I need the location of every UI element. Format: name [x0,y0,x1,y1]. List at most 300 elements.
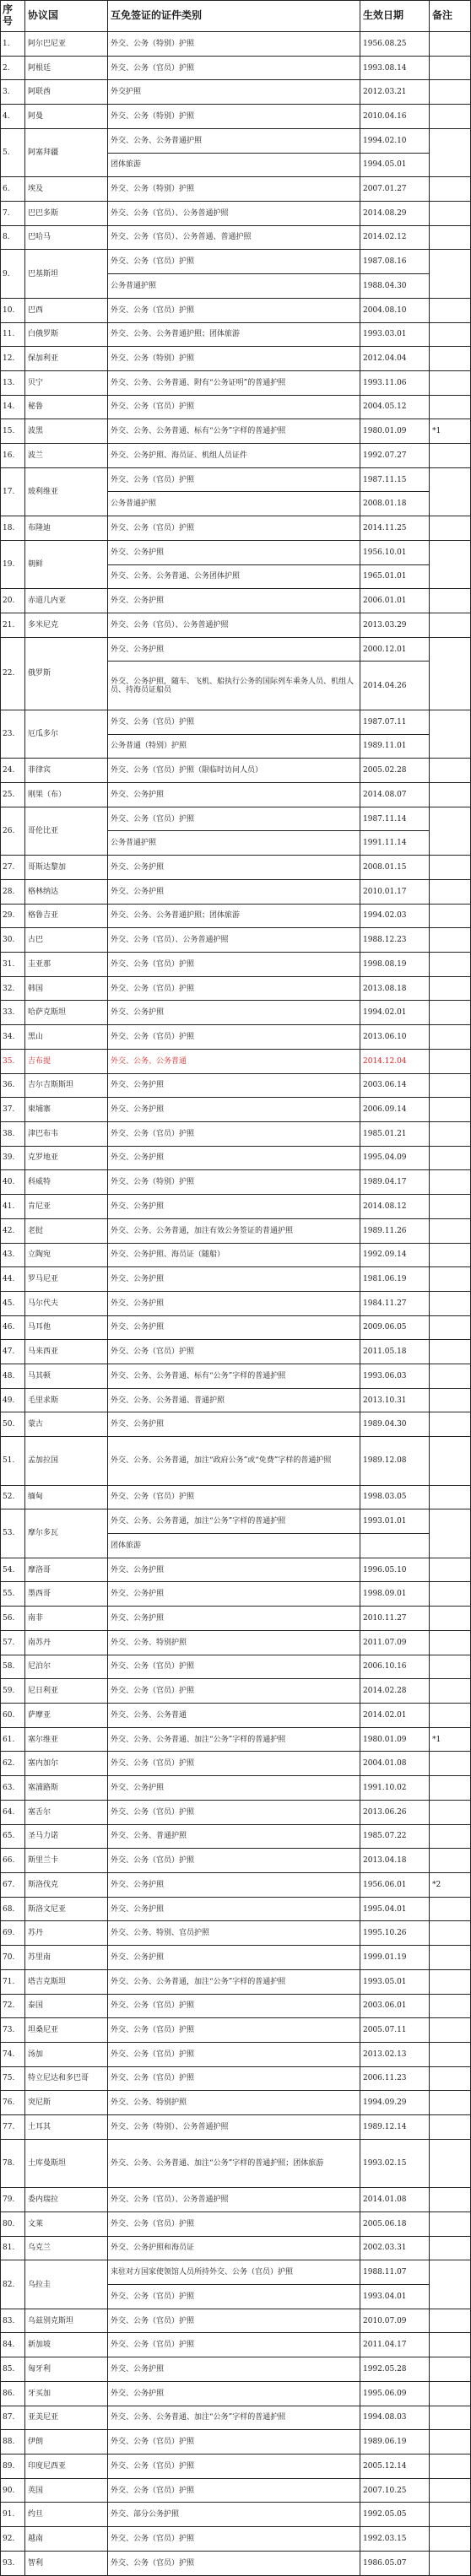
row-index: 66. [0,1849,25,1873]
row-note [430,1050,471,1074]
row-country: 越南 [25,2527,108,2552]
row-effective-date: 1987.07.11 [360,710,430,735]
row-index: 17. [0,468,25,516]
row-country: 吉尔吉斯斯坦 [25,1074,108,1099]
row-index: 72. [0,1995,25,2019]
row-index: 14. [0,396,25,420]
row-effective-date: 2014.08.29 [360,202,430,226]
row-document-types: 外交、公务（官员）护照 [108,299,360,323]
row-country: 韩国 [25,977,108,1002]
row-effective-date: 2014.04.26 [360,662,430,710]
row-document-types: 外交、公务护照 [108,1195,360,1219]
row-index: 47. [0,1340,25,1364]
row-effective-date: 1989.12.14 [360,2115,430,2140]
row-effective-date: 1956.08.25 [360,32,430,57]
row-document-types: 外交、公务（特别）护照 [108,1170,360,1195]
row-note [430,226,471,251]
row-document-types: 外交、公务（特别）、公务普通护照 [108,2115,360,2140]
row-document-types: 外交、公务护照 [108,1412,360,1437]
row-note [430,2382,471,2406]
row-country: 阿曼 [25,105,108,129]
row-effective-date: 1999.01.19 [360,1946,430,1970]
row-effective-date: 1993.11.06 [360,371,430,396]
row-country: 贝宁 [25,371,108,396]
row-index: 42. [0,1219,25,1244]
row-country: 英国 [25,2479,108,2503]
row-country: 巴巴多斯 [25,202,108,226]
row-effective-date: 1994.05.01 [360,154,430,178]
row-document-types: 团体旅游 [108,154,360,178]
row-effective-date: 2013.04.18 [360,1849,430,1873]
row-effective-date: 2009.06.05 [360,1316,430,1341]
row-index: 70. [0,1946,25,1970]
row-note [430,1292,471,1316]
row-document-types: 外交、公务（官员）护照 [108,2043,360,2067]
row-document-types: 外交、公务、公务普通 [108,1050,360,1074]
row-note [430,347,471,371]
row-country: 吉布提 [25,1050,108,1074]
row-document-types: 外交、公务（官员）、公务普通护照 [108,928,360,953]
row-document-types: 外交、公务（官员）护照 [108,2309,360,2334]
row-document-types: 来驻对方国家使领馆人员所持外交、公务（官员）护照 [108,2260,360,2285]
row-note [430,1776,471,1801]
row-note [430,1316,471,1341]
row-document-types: 外交、公务（官员）护照 [108,1655,360,1680]
row-document-types: 外交、公务（官员）护照 [108,1025,360,1050]
row-note [430,977,471,1002]
row-country: 斯洛伐克 [25,1873,108,1898]
row-document-types: 外交、公务护照 [108,1267,360,1292]
row-note [430,2430,471,2454]
row-note [430,541,471,589]
row-index: 74. [0,2043,25,2067]
row-country: 玻利维亚 [25,468,108,516]
row-index: 3. [0,80,25,105]
row-index: 83. [0,2309,25,2334]
row-effective-date: 1987.11.14 [360,807,430,832]
row-document-types: 外交、公务、公务普通，加注“公务”字样的普通护照 [108,1970,360,1995]
row-effective-date: 2013.02.13 [360,2043,430,2067]
row-effective-date: 2006.09.14 [360,1098,430,1122]
row-document-types: 外交、公务（官员）护照 [108,1995,360,2019]
row-country: 巴基斯坦 [25,250,108,298]
row-country: 格林纳达 [25,880,108,905]
row-document-types: 外交、公务（特别）护照 [108,177,360,202]
row-document-types: 外交、公务（官员）护照 [108,710,360,735]
row-note [430,57,471,81]
row-note [430,2357,471,2382]
row-effective-date: 1994.08.03 [360,2406,430,2431]
row-note [430,177,471,202]
row-effective-date: 2013.10.31 [360,1389,430,1413]
row-country: 古巴 [25,928,108,953]
row-country: 乌克兰 [25,2237,108,2261]
header-note: 备注 [430,0,471,32]
row-country: 坦桑尼亚 [25,2018,108,2043]
row-index: 81. [0,2237,25,2261]
row-country: 约旦 [25,2503,108,2527]
row-document-types: 外交、公务护照 [108,1946,360,1970]
row-index: 92. [0,2527,25,2552]
row-note [430,1825,471,1850]
row-document-types: 外交、公务（官员）护照 [108,2333,360,2357]
row-note [430,2067,471,2092]
row-effective-date: 1989.06.19 [360,2430,430,2454]
row-country: 马耳他 [25,1316,108,1341]
row-note [430,2503,471,2527]
row-effective-date: 1989.04.17 [360,1170,430,1195]
row-effective-date: 2005.12.14 [360,2454,430,2479]
row-note [430,396,471,420]
row-effective-date: 2003.06.01 [360,1995,430,2019]
row-note: *1 [430,419,471,444]
row-effective-date: 2010.07.09 [360,2309,430,2334]
row-effective-date: 2005.06.18 [360,2212,430,2237]
row-country: 哥斯达黎加 [25,856,108,880]
row-country: 老挝 [25,1219,108,1244]
row-document-types: 外交、公务（官员）护照 [108,2067,360,2092]
row-country: 匈牙利 [25,2357,108,2382]
row-effective-date: 2014.08.07 [360,783,430,807]
row-effective-date: 1993.06.03 [360,1364,430,1389]
row-document-types: 外交、公务护照，随车、飞机、船执行公务的国际列车乘务人员、机组人员、持海员证船员 [108,662,360,710]
row-index: 93. [0,2552,25,2576]
row-country: 科威特 [25,1170,108,1195]
row-document-types: 外交、公务护照 [108,2382,360,2406]
row-country: 萨摩亚 [25,1704,108,1728]
row-index: 63. [0,1776,25,1801]
row-note [430,1970,471,1995]
row-document-types: 外交、公务、特别护照 [108,1631,360,1655]
row-document-types: 外交、公务护照 [108,1558,360,1583]
row-country: 波兰 [25,444,108,468]
row-country: 肯尼亚 [25,1195,108,1219]
row-index: 9. [0,250,25,298]
row-index: 37. [0,1098,25,1122]
row-effective-date: 2006.10.16 [360,1655,430,1680]
row-note [430,2527,471,2552]
row-effective-date: 1994.02.03 [360,905,430,929]
row-index: 88. [0,2430,25,2454]
row-index: 15. [0,419,25,444]
row-document-types: 外交、公务护照 [108,1776,360,1801]
row-index: 43. [0,1244,25,1268]
row-index: 34. [0,1025,25,1050]
row-document-types: 外交、公务（官员）护照 [108,2430,360,2454]
row-effective-date: 1989.04.30 [360,1412,430,1437]
row-index: 89. [0,2454,25,2479]
row-effective-date: 1988.04.30 [360,274,430,299]
row-document-types: 外交、公务护照 [108,880,360,905]
row-document-types: 外交、公务、公务普通、加注“公务”字样的普通护照 [108,2406,360,2431]
row-document-types: 外交、公务、公务普通，加注有效公务签证的普通护照 [108,1219,360,1244]
row-document-types: 外交、公务、公务普通，加注“公务”字样的普通护照 [108,1509,360,1534]
row-index: 48. [0,1364,25,1389]
row-document-types: 外交、公务（官员）护照 [108,2285,360,2309]
row-country: 阿塞拜疆 [25,129,108,177]
row-index: 18. [0,516,25,541]
row-document-types: 外交、公务、公务普通、加注“公务”字样的普通护照 [108,1728,360,1752]
row-index: 29. [0,905,25,929]
row-index: 55. [0,1582,25,1607]
row-country: 圣马力诺 [25,1825,108,1850]
row-index: 51. [0,1437,25,1485]
row-index: 79. [0,2188,25,2212]
row-index: 50. [0,1412,25,1437]
row-note [430,1147,471,1171]
row-country: 埃及 [25,177,108,202]
row-country: 马来西亚 [25,1340,108,1364]
row-index: 53. [0,1509,25,1558]
row-country: 阿根廷 [25,57,108,81]
row-note [430,1025,471,1050]
row-note [430,2212,471,2237]
row-effective-date: 2014.11.25 [360,516,430,541]
row-note [430,710,471,759]
row-note [430,468,471,516]
row-note [430,2237,471,2261]
row-index: 46. [0,1316,25,1341]
row-note [430,1946,471,1970]
row-effective-date: 2004.08.10 [360,299,430,323]
row-effective-date: 2007.01.27 [360,177,430,202]
row-note [430,1389,471,1413]
row-note [430,1170,471,1195]
row-document-types: 外交、公务、特别、官员护照 [108,1921,360,1946]
row-document-types: 外交、公务（官员）护照 [108,1801,360,1825]
row-effective-date: 1985.01.21 [360,1122,430,1147]
row-index: 45. [0,1292,25,1316]
row-country: 马其顿 [25,1364,108,1389]
row-index: 65. [0,1825,25,1850]
row-effective-date: 2002.03.31 [360,2237,430,2261]
row-effective-date: 2010.11.27 [360,1607,430,1631]
row-note [430,1244,471,1268]
row-country: 塞尔维亚 [25,1728,108,1752]
row-index: 36. [0,1074,25,1099]
row-document-types: 外交、公务、公务普通护照；团体旅游 [108,323,360,348]
row-document-types: 外交、公务（官员）、公务普通护照 [108,2188,360,2212]
row-effective-date: 2014.02.12 [360,226,430,251]
row-document-types: 外交、公务（官员）护照 [108,807,360,832]
row-note [430,856,471,880]
row-index: 16. [0,444,25,468]
row-country: 文莱 [25,2212,108,2237]
row-country: 阿尔巴尼亚 [25,32,108,57]
row-country: 特立尼达和多巴哥 [25,2067,108,2092]
row-country: 蒙古 [25,1412,108,1437]
row-document-types: 外交、公务（官员）护照 [108,1849,360,1873]
row-country: 汤加 [25,2043,108,2067]
row-document-types: 外交、公务（特别）护照 [108,347,360,371]
row-country: 泰国 [25,1995,108,2019]
row-country: 孟加拉国 [25,1437,108,1485]
row-country: 苏丹 [25,1921,108,1946]
row-note [430,105,471,129]
row-effective-date: 2013.06.26 [360,1801,430,1825]
row-note [430,1437,471,1485]
row-country: 罗马尼亚 [25,1267,108,1292]
row-note [430,613,471,638]
row-effective-date: 1992.07.27 [360,444,430,468]
row-document-types: 外交、公务护照、海员证（随船） [108,1244,360,1268]
row-country: 布隆迪 [25,516,108,541]
row-index: 21. [0,613,25,638]
row-index: 52. [0,1486,25,1510]
row-note [430,1074,471,1099]
row-country: 俄罗斯 [25,638,108,710]
row-document-types: 外交、公务（官员）护照（限临时访问人员） [108,759,360,783]
row-document-types: 外交、公务（官员）护照 [108,1340,360,1364]
row-effective-date: 1981.06.19 [360,1267,430,1292]
row-country: 马尔代夫 [25,1292,108,1316]
row-country: 巴哈马 [25,226,108,251]
row-index: 30. [0,928,25,953]
row-effective-date: 2005.07.11 [360,2018,430,2043]
row-document-types: 外交、公务（官员）护照 [108,57,360,81]
row-country: 委内瑞拉 [25,2188,108,2212]
row-effective-date: 1993.08.14 [360,57,430,81]
row-country: 毛里求斯 [25,1389,108,1413]
row-country: 塞舌尔 [25,1801,108,1825]
row-note [430,1921,471,1946]
row-effective-date: 2011.07.09 [360,1631,430,1655]
row-country: 多米尼克 [25,613,108,638]
row-effective-date: 1995.04.01 [360,1898,430,1922]
row-country: 塞浦路斯 [25,1776,108,1801]
header-docs: 互免签证的证件类别 [108,0,360,32]
row-effective-date: 2011.05.18 [360,1340,430,1364]
row-index: 71. [0,1970,25,1995]
row-country: 斯洛文尼亚 [25,1898,108,1922]
row-effective-date: 1992.05.28 [360,2357,430,2382]
row-effective-date: 1993.03.01 [360,323,430,348]
row-effective-date: 2013.06.10 [360,1025,430,1050]
row-index: 27. [0,856,25,880]
row-country: 斯里兰卡 [25,1849,108,1873]
row-effective-date: 1987.08.16 [360,250,430,274]
row-index: 39. [0,1147,25,1171]
row-country: 南非 [25,1607,108,1631]
row-index: 64. [0,1801,25,1825]
row-effective-date: 2008.01.18 [360,492,430,516]
row-note [430,1122,471,1147]
row-document-types: 外交、公务（官员）、公务普通护照 [108,202,360,226]
row-note [430,2115,471,2140]
row-document-types: 外交、公务、公务普通护照；团体旅游 [108,905,360,929]
row-document-types: 外交、公务护照 [108,1898,360,1922]
row-country: 刚果（布） [25,783,108,807]
row-country: 土库曼斯坦 [25,2140,108,2188]
row-document-types: 外交、公务、公务普通护照 [108,129,360,154]
row-effective-date: 1956.10.01 [360,541,430,565]
row-note [430,2552,471,2576]
row-document-types: 外交、公务（官员）护照 [108,2454,360,2479]
row-effective-date: 2006.01.01 [360,589,430,613]
row-note [430,444,471,468]
row-index: 38. [0,1122,25,1147]
row-note [430,2140,471,2188]
row-effective-date: 2012.03.21 [360,80,430,105]
row-note [430,323,471,348]
row-index: 13. [0,371,25,396]
row-note [430,905,471,929]
row-index: 2. [0,57,25,81]
row-index: 82. [0,2260,25,2309]
row-country: 智利 [25,2552,108,2576]
row-document-types: 外交、公务（官员）护照 [108,250,360,274]
row-index: 90. [0,2479,25,2503]
row-document-types: 公务普通（特别）护照 [108,735,360,759]
row-effective-date: 2014.02.28 [360,1679,430,1704]
header-country: 协议国 [25,0,108,32]
row-note [430,1195,471,1219]
row-effective-date: 1992.03.15 [360,2527,430,2552]
row-index: 41. [0,1195,25,1219]
row-note [430,1679,471,1704]
row-note [430,1509,471,1558]
row-index: 40. [0,1170,25,1195]
row-document-types: 外交、公务（官员）护照 [108,2527,360,2552]
row-document-types: 外交、公务、公务普通，加注“政府公务”或“免费”字样的普通护照 [108,1437,360,1485]
row-document-types: 外交、公务、公务普通、标有“公务”字样的普通护照 [108,419,360,444]
row-note [430,1098,471,1122]
row-index: 80. [0,2212,25,2237]
row-note [430,2479,471,2503]
row-note [430,1898,471,1922]
row-index: 32. [0,977,25,1002]
row-document-types: 外交、公务（官员）护照 [108,2552,360,2576]
row-note [430,1340,471,1364]
row-document-types: 公务普通护照 [108,492,360,516]
row-effective-date: 2014.01.08 [360,2188,430,2212]
row-document-types: 外交、公务（官员）护照 [108,1486,360,1510]
row-effective-date: 1998.09.01 [360,1582,430,1607]
row-effective-date: 2004.05.12 [360,396,430,420]
row-index: 68. [0,1898,25,1922]
row-note [430,589,471,613]
row-index: 75. [0,2067,25,2092]
row-effective-date: 1987.11.15 [360,468,430,493]
row-note [430,1582,471,1607]
row-document-types: 外交、公务（官员）护照 [108,516,360,541]
row-effective-date: 1993.01.01 [360,1509,430,1534]
row-country: 苏里南 [25,1946,108,1970]
row-document-types: 外交、公务护照 [108,541,360,565]
row-note [430,299,471,323]
row-index: 84. [0,2333,25,2357]
row-note [430,250,471,298]
row-note [430,1995,471,2019]
row-index: 24. [0,759,25,783]
row-effective-date: 1989.12.08 [360,1437,430,1485]
row-index: 28. [0,880,25,905]
row-note [430,2043,471,2067]
row-country: 菲律宾 [25,759,108,783]
row-country: 突尼斯 [25,2091,108,2115]
row-effective-date: 1956.06.01 [360,1873,430,1898]
row-effective-date: 1989.11.01 [360,735,430,759]
row-country: 土耳其 [25,2115,108,2140]
row-effective-date: 1995.04.09 [360,1147,430,1171]
row-index: 44. [0,1267,25,1292]
row-effective-date: 1995.10.26 [360,1921,430,1946]
row-country: 秘鲁 [25,396,108,420]
row-index: 54. [0,1558,25,1583]
row-country: 波黑 [25,419,108,444]
row-effective-date: 1988.12.23 [360,928,430,953]
row-index: 5. [0,129,25,177]
